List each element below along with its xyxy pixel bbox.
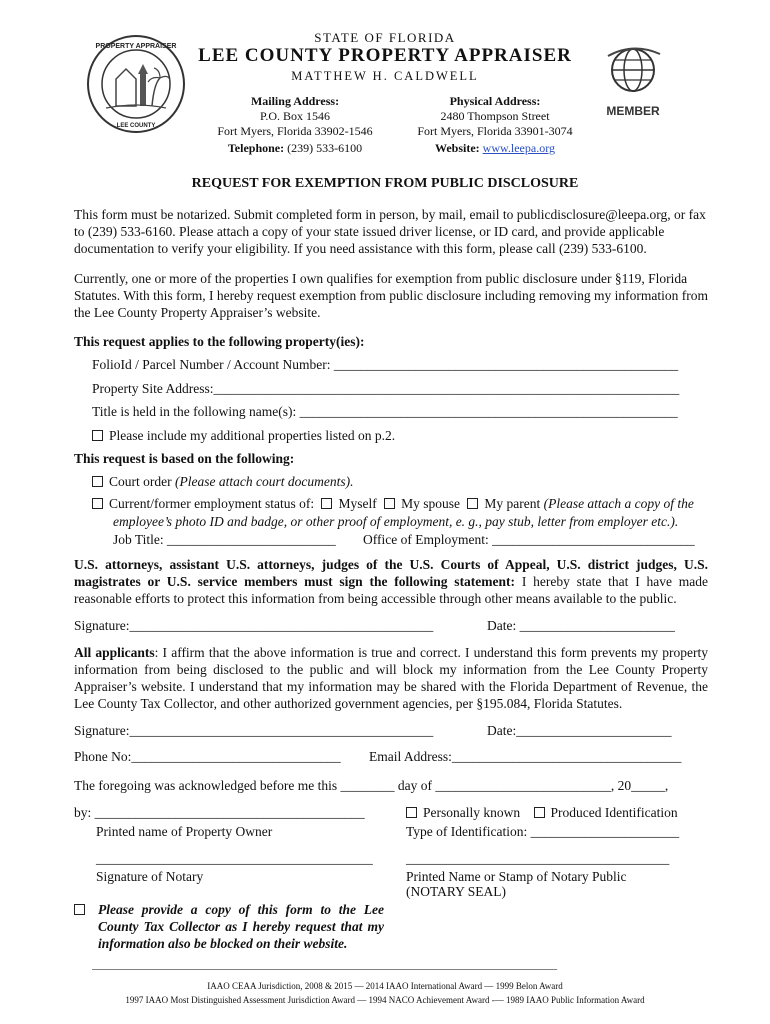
telephone-number: (239) 533-6100 xyxy=(287,141,363,155)
office-employment-field[interactable]: Office of Employment: ______________________________ xyxy=(363,532,695,547)
produced-id-label: Produced Identification xyxy=(550,805,678,820)
notary-signature-line[interactable]: _________________________________________ xyxy=(96,851,373,866)
employment-checkbox[interactable] xyxy=(92,498,103,509)
type-id-field[interactable]: Type of Identification: ______________________ xyxy=(406,824,680,839)
notary-stamp-line[interactable]: _______________________________________ xyxy=(406,851,670,866)
mailing-line1: P.O. Box 1546 xyxy=(259,109,330,123)
website-link[interactable]: www.leepa.org xyxy=(482,141,555,155)
myself-checkbox[interactable] xyxy=(321,498,332,509)
all-applicants-statement-text: : I affirm that the above information is true and correct. I understand this form prevents my property information from being disclosed to the public and will block my information from the Lee County Property Appraiser’s website. I understand that my information may be shared with the Florida Department of Revenue, the Lee County Tax Collector, and other authorized government agencies, per §195.084, Florida Statutes. xyxy=(74,645,708,711)
applicant-date-field[interactable]: Date:_______________________ xyxy=(487,723,672,738)
job-title-field[interactable]: Job Title: _________________________ xyxy=(113,532,336,547)
printed-owner-label: Printed name of Property Owner xyxy=(96,824,273,839)
member-label: MEMBER xyxy=(606,104,660,118)
physical-address xyxy=(395,94,595,139)
intro-paragraph-1: This form must be notarized. Submit completed form in person, by mail, email to publicdisclosure@leepa.org, or fax to (239) 533-6160. Please attach a copy of your state issued driver license, or ID card, and provide applicable documentation to verify your eligibility. If you need assistance with this form, please call (239) 533-6100. xyxy=(74,207,706,256)
seal-top-text: PROPERTY APPRAISER xyxy=(95,43,177,50)
attorney-signature-field[interactable]: Signature:_____________________________________________ xyxy=(74,618,434,633)
all-applicants-statement xyxy=(74,644,708,712)
tax-collector-text: Please provide a copy of this form to the Lee County Tax Collector as I hereby request that my information also be blocked on their website. xyxy=(98,902,384,951)
court-order-option[interactable] xyxy=(92,473,353,490)
court-order-note: (Please attach court documents). xyxy=(174,474,354,489)
court-order-checkbox[interactable] xyxy=(92,476,103,487)
website-label: Website: xyxy=(435,141,480,155)
parent-checkbox[interactable] xyxy=(467,498,478,509)
telephone-label: Telephone: xyxy=(227,141,285,155)
personally-known-label: Personally known xyxy=(423,805,521,820)
physical-label: Physical Address: xyxy=(449,94,541,108)
printed-stamp-label: Printed Name or Stamp of Notary Public xyxy=(406,869,627,884)
employment-note-1: (Please attach a copy of the xyxy=(543,496,694,511)
acknowledgement-line[interactable]: The foregoing was acknowledged before me this ________ day of __________________________, 20_____, xyxy=(74,778,669,793)
phone-field[interactable]: Phone No:_______________________________ xyxy=(74,749,341,764)
form-title: REQUEST FOR EXEMPTION FROM PUBLIC DISCLOSURE xyxy=(191,176,579,191)
footer-awards-line2: 1997 IAAO Most Distinguished Assessment Jurisdiction Award — 1994 NACO Achievement Award -— 1989 IAAO Public Information Award xyxy=(125,995,645,1005)
intro-paragraph-2: Currently, one or more of the properties I own qualifies for exemption from public disclosure under §119, Florida Statutes. With this form, I hereby request exemption from public disclosure including removing my information from the Lee County Property Appraiser’s website. xyxy=(74,271,708,320)
property-heading: This request applies to the following property(ies): xyxy=(74,334,365,349)
attorneys-bold-text: U.S. attorneys, assistant U.S. attorneys, judges of the U.S. Courts of Appeal, U.S. district judges, U.S. magistrates or U.S. service members must sign the following statement: xyxy=(74,557,708,589)
county-seal xyxy=(86,34,186,134)
mailing-label: Mailing Address: xyxy=(250,94,340,108)
additional-properties-option[interactable] xyxy=(92,427,395,444)
spouse-checkbox[interactable] xyxy=(384,498,395,509)
physical-line2: Fort Myers, Florida 33901-3074 xyxy=(417,124,573,138)
employment-label: Current/former employment status of: xyxy=(109,496,315,511)
myself-label: Myself xyxy=(338,496,377,511)
applicant-signature-field[interactable]: Signature:_____________________________________________ xyxy=(74,723,434,738)
parent-label: My parent xyxy=(484,496,541,511)
attorneys-statement xyxy=(74,556,708,607)
all-applicants-bold-text: All applicants xyxy=(74,645,155,660)
court-order-label: Court order xyxy=(109,474,172,489)
basis-heading: This request is based on the following: xyxy=(74,451,295,466)
attorney-date-field[interactable]: Date: _______________________ xyxy=(487,618,675,633)
folio-field[interactable]: FolioId / Parcel Number / Account Number: ___________________________________________________ xyxy=(92,357,679,372)
additional-properties-label: Please include my additional properties listed on p.2. xyxy=(109,428,396,443)
email-field[interactable]: Email Address:__________________________________ xyxy=(369,749,682,764)
produced-id-checkbox[interactable] xyxy=(534,807,545,818)
iaao-member-logo xyxy=(598,40,668,125)
identification-options[interactable] xyxy=(406,804,678,821)
physical-line1: 2480 Thompson Street xyxy=(440,109,550,123)
state-heading: STATE OF FLORIDA xyxy=(314,30,456,45)
mailing-address xyxy=(200,94,390,139)
globe-icon xyxy=(598,40,668,100)
tax-collector-option[interactable] xyxy=(74,901,384,952)
signature-of-notary-label: Signature of Notary xyxy=(96,869,204,884)
mailing-line2: Fort Myers, Florida 33902-1546 xyxy=(217,124,373,138)
employment-note-2: employee’s photo ID and badge, or other proof of employment, e. g., pay stub, letter from employer etc.). xyxy=(113,514,679,529)
site-address-field[interactable]: Property Site Address:_____________________________________________________________________ xyxy=(92,381,680,396)
spouse-label: My spouse xyxy=(401,496,460,511)
appraiser-name: MATTHEW H. CALDWELL xyxy=(291,69,479,83)
attorneys-statement-text: I hereby state that I have made reasonable efforts to protect this information from being accessible through other means available to the public. xyxy=(74,574,708,606)
notary-seal-label: (NOTARY SEAL) xyxy=(406,884,507,899)
by-field[interactable]: by: ________________________________________ xyxy=(74,805,365,820)
footer-rule: _____________________________________________________________________________________________ xyxy=(92,960,557,971)
telephone-line xyxy=(200,141,390,156)
footer-awards-line1: IAAO CEAA Jurisdiction, 2008 & 2015 — 2014 IAAO International Award — 1999 Belon Award xyxy=(207,981,563,991)
employment-option[interactable] xyxy=(92,495,712,512)
seal-bottom-text: LEE COUNTY xyxy=(116,123,156,129)
tax-collector-checkbox[interactable] xyxy=(74,904,85,915)
website-line xyxy=(395,141,595,156)
personally-known-checkbox[interactable] xyxy=(406,807,417,818)
title-held-field[interactable]: Title is held in the following name(s): ________________________________________________________ xyxy=(92,404,678,419)
additional-properties-checkbox[interactable] xyxy=(92,430,103,441)
office-title: LEE COUNTY PROPERTY APPRAISER xyxy=(198,45,572,66)
